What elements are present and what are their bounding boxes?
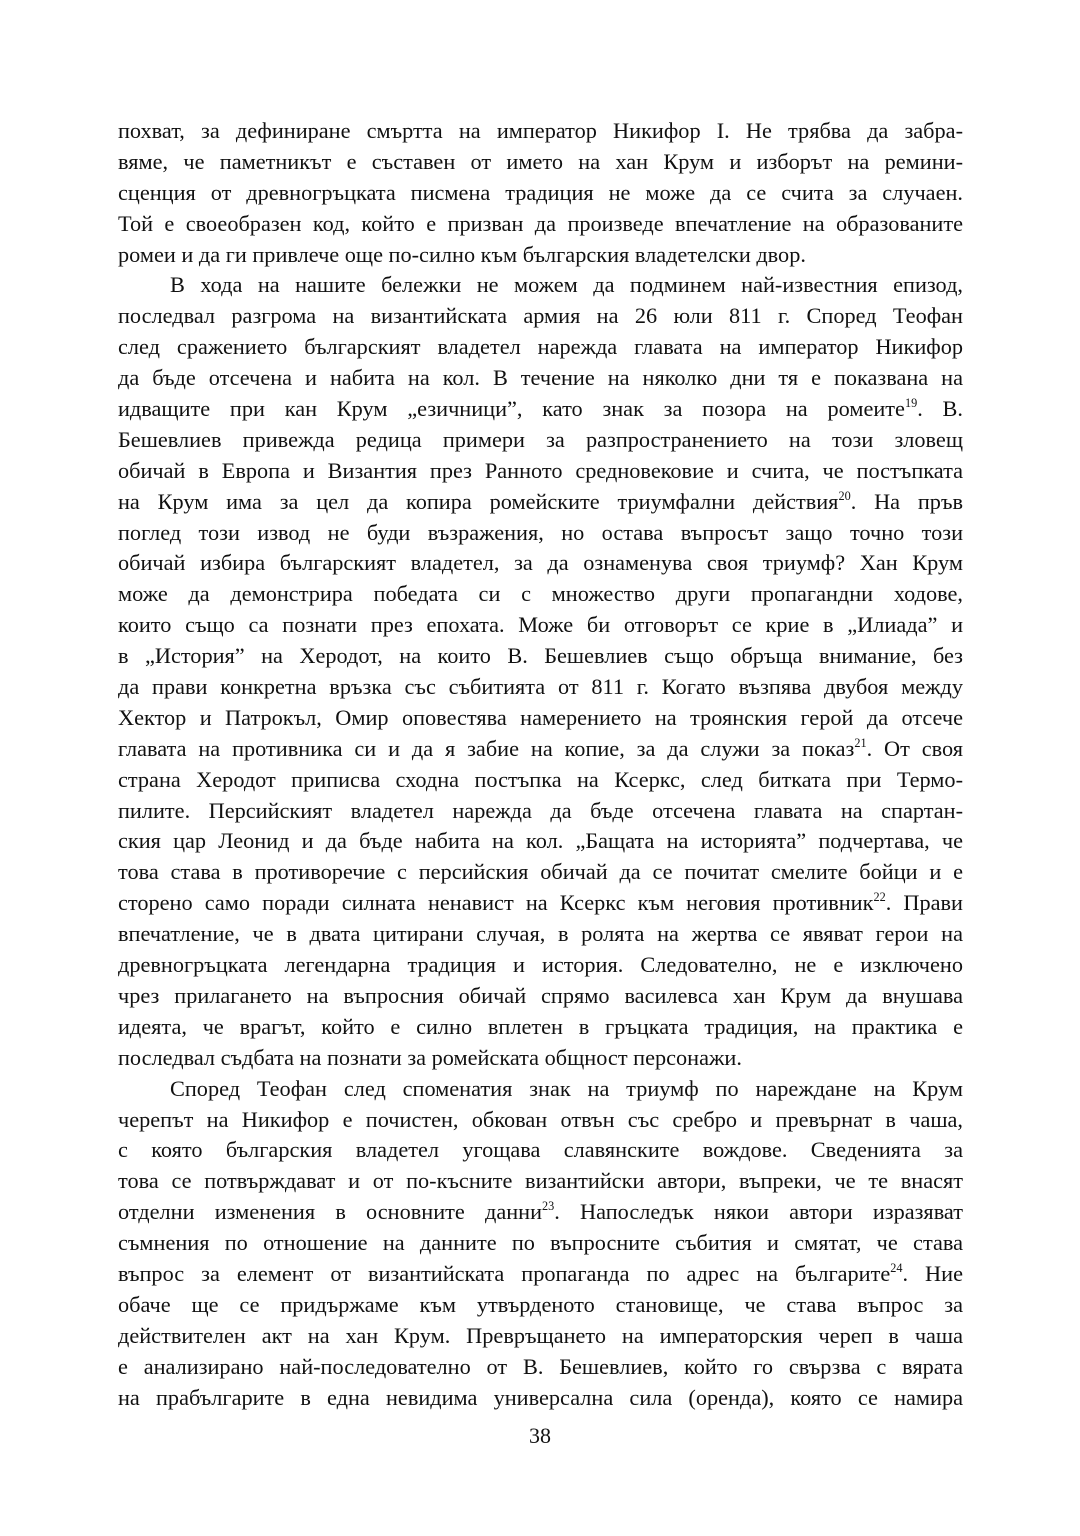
text-line xyxy=(118,1321,963,1352)
text-line xyxy=(118,610,963,641)
line-text: след сражението българският владетел нарежда главата на император Никифор xyxy=(118,334,963,360)
text-line xyxy=(118,1259,963,1290)
text-line xyxy=(118,518,963,549)
line-text: в „История” на Херодот, на които В. Бешевлиев също обръща внимание, без xyxy=(118,643,963,669)
text-line xyxy=(118,765,963,796)
line-text: ромеи и да ги привлече още по-силно към българския владетелски двор. xyxy=(118,241,806,267)
line-text: вяме, че паметникът е съставен от името на хан Крум и изборът на ремини- xyxy=(118,148,963,174)
line-text: пилите. Персийският владетел нарежда да бъде отсечена главата на спартан- xyxy=(118,797,963,823)
line-text: това се потвърждават и от по-късните византийски автори, въпреки, че те внасят xyxy=(118,1168,963,1194)
line-text: Хектор и Патрокъл, Омир оповестява намерението на троянския герой да отсече xyxy=(118,704,963,730)
text-line xyxy=(118,301,963,332)
text-line xyxy=(118,363,963,394)
paragraph xyxy=(118,270,963,1073)
text-line xyxy=(118,672,963,703)
paragraph xyxy=(118,1074,963,1414)
line-text: на Крум има за цел да копира ромейските триумфални действия xyxy=(118,488,839,514)
line-text: на прабългарите в една невидима универсална сила (оренда), която се намира xyxy=(118,1384,963,1410)
text-line xyxy=(118,332,963,363)
text-line xyxy=(118,826,963,857)
line-text: въпрос за елемент от византийската пропаганда по адрес на българите xyxy=(118,1260,891,1286)
text-line xyxy=(118,888,963,919)
line-text-continued: . Напоследък някои автори изразяват xyxy=(554,1199,963,1225)
line-text: идващите при кан Крум „езичници”, като знак за позора на ромеите xyxy=(118,396,905,422)
line-text: Според Теофан след споменатия знак на триумф по нареждане на Крум xyxy=(170,1075,963,1101)
line-text: обаче ще се придържаме към утвърденото становище, че става въпрос за xyxy=(118,1291,963,1317)
line-text: впечатление, че в двата цитирани случая, в ролята на жертва се явяват герои на xyxy=(118,921,963,947)
line-text: последвал съдбата на познати за ромейската общност персонажи. xyxy=(118,1044,742,1070)
line-text: това става в противоречие с персийския обичай да се почитат смелите бойци и е xyxy=(118,859,963,885)
text-line xyxy=(118,270,963,301)
text-line xyxy=(118,950,963,981)
text-line xyxy=(118,548,963,579)
text-line xyxy=(118,919,963,950)
text-line xyxy=(118,209,963,240)
line-text: сценция от древногръцката писмена традиция не може да се счита за случаен. xyxy=(118,179,963,205)
line-text-continued: . На пръв xyxy=(850,488,964,514)
text-line xyxy=(118,579,963,610)
footnote-marker: 19 xyxy=(904,395,918,410)
text-line xyxy=(118,1166,963,1197)
text-line xyxy=(118,1197,963,1228)
text-line xyxy=(118,1074,963,1105)
text-line xyxy=(118,1135,963,1166)
line-text: древногръцката легендарна традиция и история. Следователно, не е изключено xyxy=(118,952,963,978)
text-line xyxy=(118,641,963,672)
text-line xyxy=(118,1012,963,1043)
footnote-marker: 24 xyxy=(890,1260,903,1275)
line-text-continued: . Прави xyxy=(885,890,963,916)
text-line xyxy=(118,1228,963,1259)
line-text: може да демонстрира победата си с множество други пропагандни ходове, xyxy=(118,581,963,607)
line-text: Бешевлиев привежда редица примери за разпространението на този зловещ xyxy=(118,426,963,452)
text-line xyxy=(118,147,963,178)
footnote-marker: 21 xyxy=(854,735,867,750)
line-text: съмнения по отношение на данните по въпросните събития и смятат, че става xyxy=(118,1230,963,1256)
line-text: В хода на нашите бележки не можем да подминем най-известния епизод, xyxy=(170,272,963,298)
line-text-continued: . В. xyxy=(917,396,963,422)
line-text: действителен акт на хан Крум. Превръщането на императорския череп в чаша xyxy=(118,1322,963,1348)
text-line xyxy=(118,1383,963,1414)
line-text: да бъде отсечена и набита на кол. В течение на няколко дни тя е показвана на xyxy=(118,365,963,391)
line-text: поглед този извод не буди възражения, но остава въпросът защо точно този xyxy=(118,519,963,545)
text-line xyxy=(118,1352,963,1383)
text-line xyxy=(118,456,963,487)
line-text: да прави конкретна връзка със събитията от 811 г. Когато възпява двубоя между xyxy=(118,674,963,700)
line-text: главата на противника си и да я забие на копие, за да служи за показ xyxy=(118,735,855,761)
footnote-marker: 20 xyxy=(838,488,851,503)
text-line xyxy=(118,487,963,518)
text-line xyxy=(118,425,963,456)
line-text: обичай избира българският владетел, за да ознаменува своя триумф? Хан Крум xyxy=(118,550,963,576)
footnote-marker: 22 xyxy=(873,890,886,905)
line-text: страна Херодот приписва сходна постъпка на Ксеркс, след битката при Термо- xyxy=(118,766,963,792)
line-text: последвал разгрома на византийската армия на 26 юли 811 г. Според Теофан xyxy=(118,303,963,329)
line-text: отделни изменения в основните данни xyxy=(118,1199,543,1225)
text-line xyxy=(118,1105,963,1136)
footnote-marker: 23 xyxy=(542,1198,555,1213)
line-text: черепът на Никифор е почистен, обкован отвън със сребро и превърнат в чаша, xyxy=(118,1106,963,1132)
line-text: които също са познати през епохата. Може би отговорът се крие в „Илиада” и xyxy=(118,612,963,638)
text-line xyxy=(118,240,963,271)
line-text: с която българския владетел угощава славянските вождове. Сведенията за xyxy=(118,1137,963,1163)
text-line xyxy=(118,178,963,209)
line-text: обичай в Европа и Византия през Ранното средновековие и счита, че постъпката xyxy=(118,457,963,483)
text-line xyxy=(118,734,963,765)
line-text: ския цар Леонид и да бъде набита на кол. „Бащата на историята” подчертава, че xyxy=(118,828,963,854)
text-line xyxy=(118,1043,963,1074)
paragraph xyxy=(118,116,963,270)
line-text: е анализирано най-последователно от В. Бешевлиев, който го свързва с вярата xyxy=(118,1353,963,1379)
text-line xyxy=(118,116,963,147)
line-text-continued: . Ние xyxy=(902,1260,963,1286)
text-line xyxy=(118,394,963,425)
body-text xyxy=(118,116,963,1413)
page-number: 38 xyxy=(529,1423,551,1448)
line-text: идеята, че врагът, който е силно вплетен в гръцката традиция, на практика е xyxy=(118,1013,963,1039)
text-line xyxy=(118,981,963,1012)
text-line xyxy=(118,1290,963,1321)
line-text-continued: . От своя xyxy=(866,735,963,761)
text-line xyxy=(118,703,963,734)
text-line xyxy=(118,857,963,888)
line-text: похват, за дефиниране смъртта на император Никифор I. Не трябва да забра- xyxy=(118,118,963,143)
line-text: сторено само поради силната ненавист на Ксеркс към неговия противник xyxy=(118,890,874,916)
text-line xyxy=(118,796,963,827)
line-text: Той е своеобразен код, който е призван да произведе впечатление на образованите xyxy=(118,210,963,236)
line-text: чрез прилагането на въпросния обичай спрямо василевса хан Крум да внушава xyxy=(118,982,963,1008)
